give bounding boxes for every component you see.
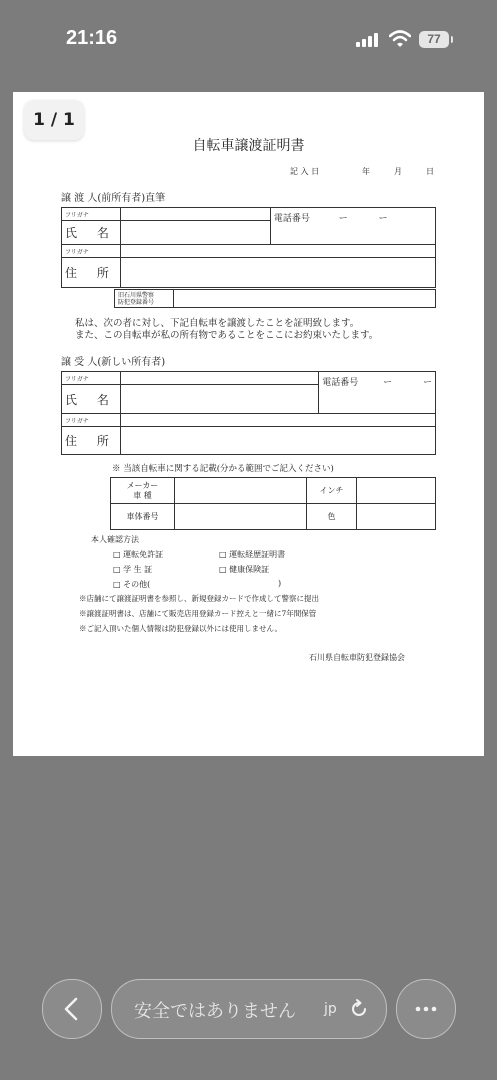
- id-option-other[interactable]: □ その他(: [113, 580, 151, 589]
- color-field[interactable]: [357, 504, 436, 530]
- buyer-table: [61, 371, 436, 455]
- seller-name-label: 氏 名: [62, 221, 121, 245]
- chevron-left-icon: [43, 980, 101, 1038]
- seller-heading: 譲 渡 人(前所有者)直筆: [61, 193, 166, 204]
- seller-phone-cell[interactable]: [270, 208, 435, 245]
- url-domain: jp: [324, 1001, 337, 1017]
- id-option-insurance[interactable]: □ 健康保険証: [219, 565, 270, 574]
- buyer-furigana-field[interactable]: [120, 372, 318, 385]
- id-option-other-close: ): [278, 579, 282, 588]
- id-heading: 本人確認方法: [91, 535, 139, 544]
- certify-text: [75, 318, 378, 342]
- seller-address-furigana-field[interactable]: [120, 245, 435, 258]
- buyer-furigana-label: フリガナ: [62, 372, 121, 385]
- more-button[interactable]: [396, 979, 456, 1039]
- seller-name-field[interactable]: [120, 221, 270, 245]
- inch-field[interactable]: [357, 478, 436, 504]
- inch-label: インチ: [307, 478, 357, 504]
- buyer-address-furigana-field[interactable]: [120, 414, 435, 427]
- frame-number-label: 車体番号: [111, 504, 175, 530]
- phone-dash: ー: [422, 378, 432, 388]
- page-indicator: 1 / 1: [24, 100, 84, 140]
- certify-line: また、この自転車が私の所有物であることをここにお約束いたします。: [75, 330, 379, 341]
- bike-table: [110, 477, 436, 530]
- old-reg-label-line: 防犯登録番号: [118, 298, 155, 306]
- seller-table: [61, 207, 436, 288]
- signal-icon: [356, 33, 382, 47]
- note-3: ※ご記入頂いた個人情報は防犯登録以外には使用しません。: [79, 624, 282, 633]
- buyer-address-furigana-label: フリガナ: [62, 414, 121, 427]
- buyer-phone-label: 電話番号: [322, 378, 359, 388]
- address-bar[interactable]: [111, 979, 387, 1039]
- buyer-phone-cell[interactable]: [319, 372, 436, 414]
- id-option-student[interactable]: □ 学 生 証: [113, 565, 153, 574]
- association-name: 石川県自転車防犯登録協会: [309, 653, 405, 662]
- more-icon: [397, 980, 455, 1038]
- frame-number-field[interactable]: [175, 504, 307, 530]
- seller-address-field[interactable]: [120, 258, 435, 288]
- back-button[interactable]: [42, 979, 102, 1039]
- maker-field[interactable]: [175, 478, 307, 504]
- buyer-heading: 譲 受 人(新しい所有者): [61, 357, 166, 368]
- old-reg-field[interactable]: [174, 290, 436, 308]
- wifi-icon: [389, 30, 411, 48]
- old-reg-table: [114, 289, 436, 308]
- maker-label-line: メーカー: [126, 480, 159, 490]
- old-reg-label: [115, 290, 174, 308]
- maker-label-line: 車 種: [133, 490, 152, 500]
- security-warning-text: 安全ではありません: [134, 1001, 296, 1022]
- battery-tip: [451, 36, 453, 43]
- seller-furigana-field[interactable]: [120, 208, 270, 221]
- certify-line: 私は、次の者に対し、下記自転車を譲渡したことを証明致します。: [75, 318, 360, 329]
- document-page: [13, 92, 484, 756]
- phone-dash: ー: [378, 214, 388, 224]
- reload-icon[interactable]: [348, 998, 370, 1020]
- year-label: 年: [362, 167, 370, 176]
- status-time: 21:16: [66, 27, 118, 49]
- phone-dash: ー: [338, 214, 348, 224]
- note-2: ※譲渡証明書は、店舗にて販売店用登録カード控えと一緒に7年間保管: [79, 609, 317, 618]
- seller-furigana-label: フリガナ: [62, 208, 121, 221]
- doc-title: 自転車譲渡証明書: [192, 138, 305, 154]
- date-line: [290, 166, 434, 177]
- id-option-license[interactable]: □ 運転免許証: [113, 550, 164, 559]
- maker-label: [111, 478, 175, 504]
- battery-icon: 77: [419, 31, 449, 48]
- buyer-name-field[interactable]: [120, 385, 318, 414]
- bike-note: ※ 当該自転車に関する記載(分かる範囲でご記入ください): [112, 464, 334, 474]
- date-label: 記 入 日: [290, 167, 320, 176]
- buyer-address-label: 住 所: [62, 427, 121, 455]
- seller-phone-label: 電話番号: [273, 214, 310, 224]
- note-1: ※店舗にて譲渡証明書を参照し、新規登録カードで作成して警察に提出: [79, 594, 319, 603]
- buyer-name-label: 氏 名: [62, 385, 121, 414]
- month-label: 月: [394, 167, 402, 176]
- buyer-address-field[interactable]: [120, 427, 435, 455]
- color-label: 色: [307, 504, 357, 530]
- day-label: 日: [426, 167, 434, 176]
- seller-address-label: 住 所: [62, 258, 121, 288]
- old-reg-label-line: 旧石川県警察: [118, 291, 155, 299]
- phone-dash: ー: [383, 378, 393, 388]
- id-option-driving-record[interactable]: □ 運転経歴証明書: [219, 550, 286, 559]
- status-bar: [0, 0, 497, 80]
- seller-address-furigana-label: フリガナ: [62, 245, 121, 258]
